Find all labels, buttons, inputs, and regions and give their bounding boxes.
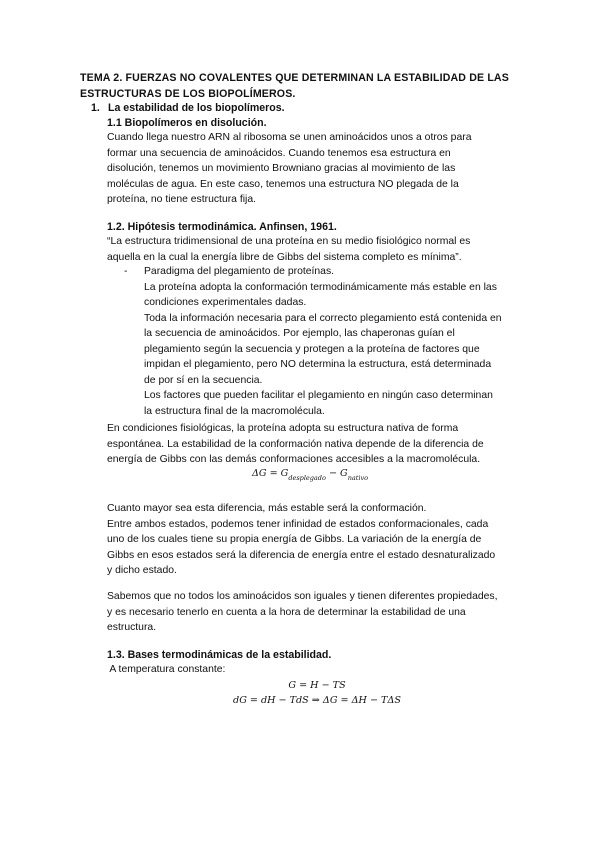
- equation-minus: − G: [325, 468, 348, 479]
- text-line: Sabemos que no todos los aminoácidos son iguales y tienen diferentes propiedades,: [107, 591, 498, 602]
- paragraph-difference: [107, 501, 525, 579]
- section-title: La estabilidad de los biopolímeros.: [108, 102, 285, 114]
- text-line: disolución, tenemos un movimiento Browniano gracias al movimiento de las: [107, 163, 456, 174]
- subsection-heading: 1.2. Hipótesis termodinámica. Anfinsen, 1961.: [107, 221, 337, 233]
- bullet-line: impidan el plegamiento, pero NO determina la estructura, está determinada: [144, 359, 492, 370]
- section-number: 1.: [91, 102, 100, 114]
- document-title: TEMA 2. FUERZAS NO COVALENTES QUE DETERMINAN LA ESTABILIDAD DE LAS ESTRUCTURAS DE LOS BIOPOLÍMEROS.: [80, 72, 509, 100]
- text-line: espontánea. La estabilidad de la conformación nativa depende de la diferencia de: [107, 438, 484, 450]
- bullet-line: La proteína adopta la conformación termodinámicamente más estable en las: [144, 281, 497, 293]
- bullet-line: plegamiento según la secuencia y protegen a la proteína de factores que: [144, 343, 480, 355]
- bullet-line: Toda la información necesaria para el correcto plegamiento está contenida en: [144, 312, 502, 324]
- quote-line: “La estructura tridimensional de una proteína en su medio fisiológico normal es: [107, 236, 471, 247]
- bullet-line: de por sí en la secuencia.: [144, 374, 263, 386]
- subsection-1-2-heading-block: [107, 220, 525, 265]
- subsection-1-1: [107, 116, 525, 208]
- text-line: uno de los cuales tiene su propia energía de Gibbs. La variación de la energía de: [107, 534, 482, 545]
- text-line: A temperatura constante:: [107, 664, 226, 675]
- bullet-line: Los factores que pueden facilitar el plegamiento en ningún caso determinan: [144, 390, 493, 401]
- text-line: Entre ambos estados, podemos tener infinidad de estados conformacionales, cada: [107, 518, 489, 530]
- text-line: formar una secuencia de aminoácidos. Cuando tenemos esa estructura en: [107, 147, 451, 159]
- subsection-1-3: [107, 648, 525, 678]
- text-line: y dicho estado.: [107, 565, 177, 576]
- section-1-heading: [91, 101, 285, 115]
- bullet-marker: -: [124, 266, 128, 277]
- equation-delta-g: [240, 468, 380, 482]
- equation-block: [200, 678, 434, 708]
- equation-sub-nativo: nativo: [347, 474, 369, 482]
- bullet-line: la secuencia de aminoácidos. Por ejemplo, las chaperonas guían el: [144, 328, 455, 339]
- subsection-heading: 1.1 Biopolímeros en disolución.: [107, 117, 267, 129]
- bullet-line: la estructura final de la macromolécula.: [144, 405, 325, 417]
- text-line: Gibbs en esos estados será la diferencia de energía entre el estado desnaturalizado: [107, 549, 496, 561]
- text-line: Cuanto mayor sea esta diferencia, más estable será la conformación.: [107, 503, 427, 514]
- paragraph-aminoacids: [107, 589, 525, 636]
- text-line: energía de Gibbs con las demás conformaciones accesibles a la macromolécula.: [107, 454, 481, 465]
- bullet-block: [144, 264, 529, 419]
- bullet-line: condiciones experimentales dadas.: [144, 297, 307, 308]
- equation-gibbs: G = H − TS: [288, 680, 346, 691]
- text-line: En condiciones fisiológicas, la proteína adopta su estructura nativa de forma: [107, 423, 459, 434]
- equation-differential: dG = dH − TdS ⇒ ΔG = ΔH − TΔS: [233, 695, 401, 706]
- text-line: Cuando llega nuestro ARN al ribosoma se unen aminoácidos unos a otros para: [107, 132, 472, 143]
- equation-lhs: ΔG = G: [251, 468, 289, 479]
- text-line: moléculas de agua. En este caso, tenemos una estructura NO plegada de la: [107, 178, 459, 190]
- equation-sub-desplegado: desplegado: [288, 474, 326, 482]
- paragraph-conditions: [107, 421, 525, 468]
- text-line: proteína, no tiene estructura fija.: [107, 194, 257, 205]
- bullet-line: Paradigma del plegamiento de proteínas.: [144, 266, 335, 277]
- text-line: estructura.: [107, 622, 157, 633]
- subsection-heading: 1.3. Bases termodinámicas de la estabilidad.: [107, 649, 332, 661]
- quote-line: aquella en la cual la energía libre de Gibbs del sistema completo es mínima”.: [107, 251, 462, 263]
- text-line: y es necesario tenerlo en cuenta a la hora de determinar la estabilidad de una: [107, 606, 466, 618]
